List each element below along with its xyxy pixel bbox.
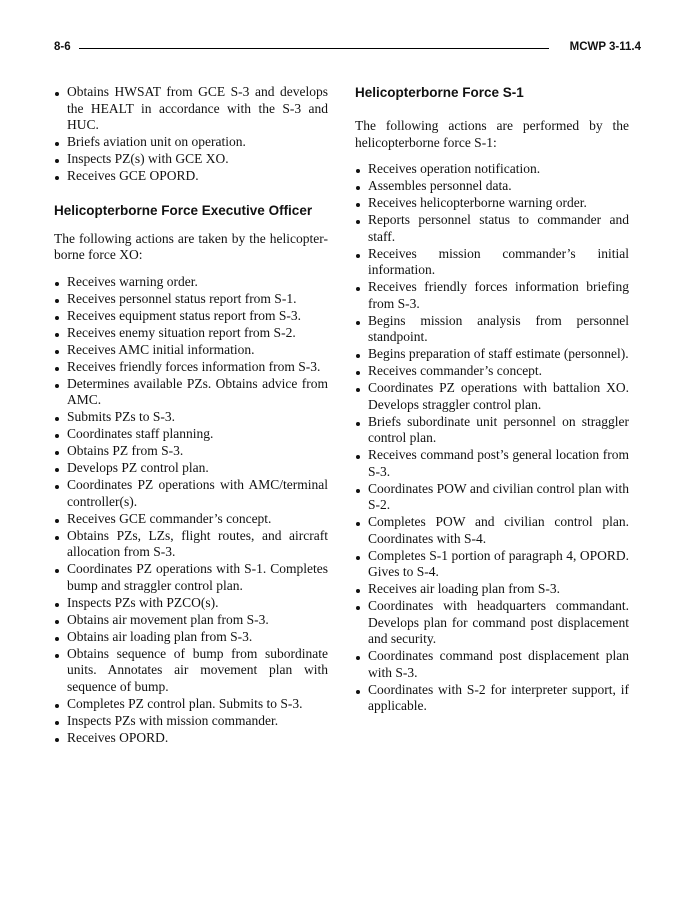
list-item: Coordinates command post displacement plan with S-3. [355, 648, 629, 681]
list-item: Receives GCE OPORD. [54, 168, 328, 185]
list-item: Obtains PZ from S-3. [54, 443, 328, 460]
page-header [54, 41, 641, 59]
section-heading-xo: Helicopterborne Force Executive Officer [54, 202, 313, 218]
list-item: Inspects PZ(s) with GCE XO. [54, 151, 328, 168]
list-item: Coordinates staff planning. [54, 426, 328, 443]
list-item: Obtains HWSAT from GCE S-3 and develops the HEALT in accordance with the S-3 and HUC. [54, 84, 328, 134]
list-item: Receives OPORD. [54, 730, 328, 747]
page-number: 8-6 [54, 41, 71, 53]
list-item: Receives GCE commander’s concept. [54, 511, 328, 528]
list-item: Receives warning order. [54, 274, 328, 291]
list-item: Receives mission commander’s initial information. [355, 246, 629, 279]
list-item: Receives helicopterborne warning order. [355, 195, 629, 212]
s1-action-list [355, 161, 629, 715]
list-item: Submits PZs to S-3. [54, 409, 328, 426]
list-item: Completes POW and civilian control plan. Coordinates with S-4. [355, 514, 629, 547]
right-column [355, 84, 629, 715]
list-item: Coordinates PZ operations with S-1. Completes bump and straggler control plan. [54, 561, 328, 594]
list-item: Coordinates PZ operations with AMC/terminal controller(s). [54, 477, 328, 510]
list-item: Begins preparation of staff estimate (personnel). [355, 346, 629, 363]
intro-list [54, 84, 328, 185]
list-item: Obtains sequence of bump from subordinate units. Annotates air movement plan with sequence of bump. [54, 646, 328, 696]
xo-action-list [54, 274, 328, 747]
xo-intro-paragraph: The following actions are taken by the helicopter-borne force XO: [54, 230, 328, 262]
list-item: Receives personnel status report from S-1. [54, 291, 328, 308]
publication-id: MCWP 3-11.4 [569, 41, 641, 53]
list-item: Briefs subordinate unit personnel on straggler control plan. [355, 414, 629, 447]
list-item: Receives enemy situation report from S-2. [54, 325, 328, 342]
list-item: Receives equipment status report from S-3. [54, 308, 328, 325]
list-item: Receives commander’s concept. [355, 363, 629, 380]
list-item: Coordinates with headquarters commandant. Develops plan for command post displacement and security. [355, 598, 629, 648]
list-item: Receives operation notification. [355, 161, 629, 178]
list-item: Briefs aviation unit on operation. [54, 134, 328, 151]
list-item: Reports personnel status to commander and staff. [355, 212, 629, 245]
list-item: Obtains air movement plan from S-3. [54, 612, 328, 629]
list-item: Develops PZ control plan. [54, 460, 328, 477]
list-item: Coordinates PZ operations with battalion XO. Develops straggler control plan. [355, 380, 629, 413]
list-item: Receives AMC initial information. [54, 342, 328, 359]
list-item: Receives command post’s general location from S-3. [355, 447, 629, 480]
list-item: Begins mission analysis from personnel standpoint. [355, 313, 629, 346]
header-rule [79, 48, 549, 49]
list-item: Coordinates POW and civilian control plan with S-2. [355, 481, 629, 514]
section-heading-s1: Helicopterborne Force S-1 [355, 85, 524, 100]
list-item: Completes S-1 portion of paragraph 4, OPORD. Gives to S-4. [355, 548, 629, 581]
left-column [54, 84, 328, 747]
list-item: Coordinates with S-2 for interpreter support, if applicable. [355, 682, 629, 715]
list-item: Assembles personnel data. [355, 178, 629, 195]
list-item: Receives air loading plan from S-3. [355, 581, 629, 598]
list-item: Obtains air loading plan from S-3. [54, 629, 328, 646]
s1-intro-paragraph: The following actions are performed by the helicopterborne force S-1: [355, 118, 629, 150]
list-item: Receives friendly forces information briefing from S-3. [355, 279, 629, 312]
list-item: Inspects PZs with PZCO(s). [54, 595, 328, 612]
list-item: Determines available PZs. Obtains advice from AMC. [54, 376, 328, 409]
list-item: Inspects PZs with mission commander. [54, 713, 328, 730]
list-item: Obtains PZs, LZs, flight routes, and aircraft allocation from S-3. [54, 528, 328, 561]
list-item: Receives friendly forces information from S-3. [54, 359, 328, 376]
list-item: Completes PZ control plan. Submits to S-3. [54, 696, 328, 713]
